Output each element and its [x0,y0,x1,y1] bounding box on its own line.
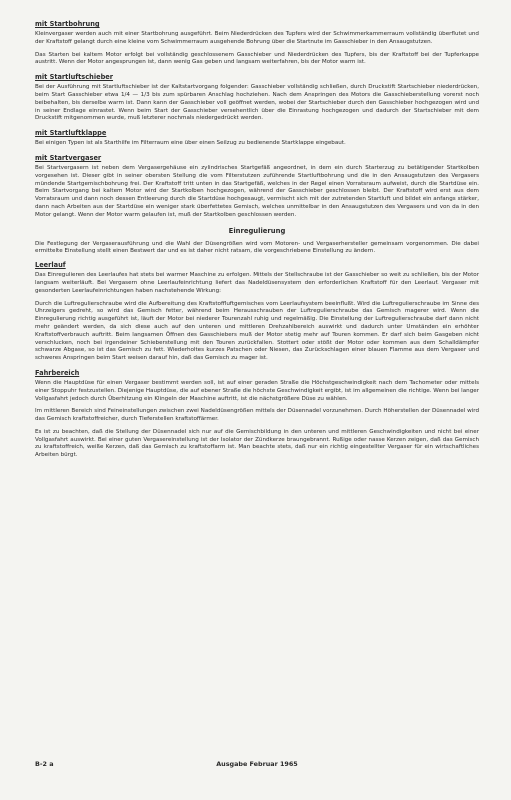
section-startluftklappe [35,129,479,148]
section-leerlauf [35,261,479,363]
paragraph: Bei Startvergasern ist neben dem Vergasergehäuse ein zylindrisches Startgefäß angeordnet, in dem ein durch Starterzug zu betätigender Startkolben vorgesehen ist. Dieser gibt in seiner obersten Stellung die vom Filterstutzen zuführende Startluftbohrung und die in den Ansaugstutzen des Vergasers mündende Startgemischbohrung frei. Der Kraftstoff tritt unten in das Startgefäß, welches in der Regel einen Vorratsraum aufweist, durch die Startdüse ein. Beim Startvorgang bei kaltem Motor wird der Startkolben hochgezogen, während der Gasschieber geschlossen bleibt. Der Kraftstoff wird erst aus dem Vorratsraum und dann noch dessen Entleerung durch die Startdüse hochgesaugt, vermischt sich mit der zutretenden Startluft und bildet ein anfangs stärker, dann nach Arbeiten aus der Startdüse ein weniger stark überfettetes Gemisch, welches unmittelbar in den Ansaugstutzen des Vergasers und von da in den Motor gelangt. Wenn der Motor warm gelaufen ist, muß der Startkolben geschlossen werden. [35,164,479,218]
section-heading: Fahrbereich [35,368,80,377]
paragraph: Das Einregulieren des Leerlaufes hat stets bei warmer Maschine zu erfolgen. Mittels der Stellschraube ist der Gasschieber so weit zu schließen, bis der Motor langsam weiterläuft. Bei Vergasern ohne Leerlaufeinrichtung liefert das Nadeldüsensystem den erforderlichen Kraftstoff für den Leerlauf. Vergaser mit gesonderten Leerlaufeinrichtungen haben nachstehende Wirkung: [35,272,479,294]
paragraph: Im mittleren Bereich sind Feineinstellungen zwischen zwei Nadeldüsengrößen mittels der Düsennadel vorzunehmen. Durch Höherstellen der Düsennadel wird das Gemisch kraftstoffreicher, durch Tieferstellen kraftstoffärmer. [35,408,479,423]
section-heading: Leerlauf [35,261,66,270]
section-startluftschieber [35,73,479,123]
section-fahrbereich [35,369,479,460]
paragraph: Bei der Ausführung mit Startluftschieber ist der Kaltstartvorgang folgender: Gasschieber vollständig schließen, durch Druckstift Startschieber niederdrücken, beim Start Gasschieber etwa 1/4 — 1/3 bis zum spürbaren Anschlag hochziehen. Nach dem Anspringen des Motors die Gasschieberstellung vorerst noch beibehalten, bis derselbe warm ist. Dann kann der Gasschieber voll geöffnet werden, wobei der Startschieber durch den Gasschieber hochgezogen wird und in seiner Endlage einrastet. Wenn beim Start der Gasschieber versehentlich über die Einrastung hochgezogen und dadurch der Startschieber mit dem Druckstift mitgenommen wurde, muß letzterer nochmals niedergedrückt werden. [35,84,479,122]
document-body [35,20,479,466]
main-title: Einregulierung [228,226,286,235]
paragraph: Wenn die Hauptdüse für einen Vergaser bestimmt werden soll, ist auf einer geraden Straße die Höchstgeschwindigkeit nach dem Tachometer oder mittels einer Stoppuhr festzustellen. Diejenige Hauptdüse, die auf ebener Straße die höchste Geschwindigkeit ergibt, ist im allgemeinen die richtige. Wenn bei langer Vollgasfahrt jedoch durch Überhitzung ein Klingeln der Maschine auftritt, ist die nächstgrößere Düse zu wählen. [35,379,479,402]
paragraph: Es ist zu beachten, daß die Stellung der Düsennadel sich nur auf die Gemischbildung in den unteren und mittleren Geschwindigkeiten und nicht bei einer Vollgasfahrt auswirkt. Bei einer guten Vergasereinstellung ist der Isolator der Zündkerze braungebrannt. Rußige oder nasse Kerzen zeigen, daß das Gemisch zu kraftstoffreich, weiße Kerzen, daß das Gemisch zu kraftstoffarm ist. Man beachte stets, daß nur ein richtig eingestellter Vergaser für ein wirtschaftliches Arbeiten bürgt. [35,428,479,459]
paragraph: Kleinvergaser werden auch mit einer Startbohrung ausgeführt. Beim Niederdrücken des Tupfers wird der Schwimmerkammerraum vollständig überflutet und der Kraftstoff gelangt durch eine kleine vom Schwimmerraum ausgehende Bohrung über die Startnute im Gasschieber in den Ansaugstutzen. [35,31,479,45]
paragraph: Bei einigen Typen ist als Starthilfe im Filterraum eine über einen Seilzug zu bedienende Startklappe eingebaut. [35,140,346,147]
section-startvergaser [35,154,479,220]
page-code: B-2 a [35,760,54,768]
paragraph: Durch die Luftregulierschraube wird die Aufbereitung des Kraftstoffluftgemisches vom Leerlaufsystem beeinflußt. Wird die Luftregulierschraube im Sinne des Uhrzeigers gedreht, so wird das Gemisch fetter, während beim Herausschrauben der Luftregulierschraube das Gemisch magerer wird. Wenn die Einregulierung richtig ausgeführt ist, läuft der Motor bei niederer Tourenzahl ruhig und regelmäßig. Die Einstellung der Luftregulierschraube darf dann nicht mehr geändert werden, da sich diese auch auf den unteren und mittleren Drehzahlbereich auswirkt und dadurch unter Umständen ein erhöhter Kraftstoffverbrauch auftritt. Beim langsamen Öffnen des Gasschiebers muß der Motor stetig mehr auf Touren kommen. Er darf sich beim Gasgeben nicht verschlucken, noch bei irgendeiner Schieberstellung mit den Touren zurückfallen. Stottert oder stößt der Motor oder kommen aus dem Schalldämpfer schwarze Abgase, so ist das Gemisch zu fett. Wiederholtes kurzes Patschen oder Niesen, das Zurückschlagen einer blauen Flamme aus dem Vergaser und schweres Anspringen beim Start weisen darauf hin, daß das Gemisch zu mager ist. [35,300,479,362]
section-heading: mit Startvergaser [35,153,102,162]
page-footer [35,760,479,772]
section-heading: mit Startluftschieber [35,73,114,82]
paragraph: Das Starten bei kaltem Motor erfolgt bei vollständig geschlossenem Gasschieber und Niederdrücken des Tupfers, bis der Kraftstoff bei der Tupferkappe austritt. Wenn der Motor angesprungen ist, dann wenig Gas geben und langsam weiterfahren, bis der Motor warm ist. [35,51,479,66]
edition-label: Ausgabe Februar 1965 [216,760,298,768]
section-heading: mit Startbohrung [35,20,100,28]
section-startbohrung [35,20,479,67]
intro-paragraph: Die Festlegung der Vergaserausführung und die Wahl der Düsengrößen wird vom Motoren- und Vergaserhersteller gemeinsam vorgenommen. Die dabei ermittelte Einstellung stellt einen Bestwert dar und es ist daher nicht ratsam, die vorgeschriebene Einstellung zu ändern. [35,240,479,255]
section-heading: mit Startluftklappe [35,129,107,138]
